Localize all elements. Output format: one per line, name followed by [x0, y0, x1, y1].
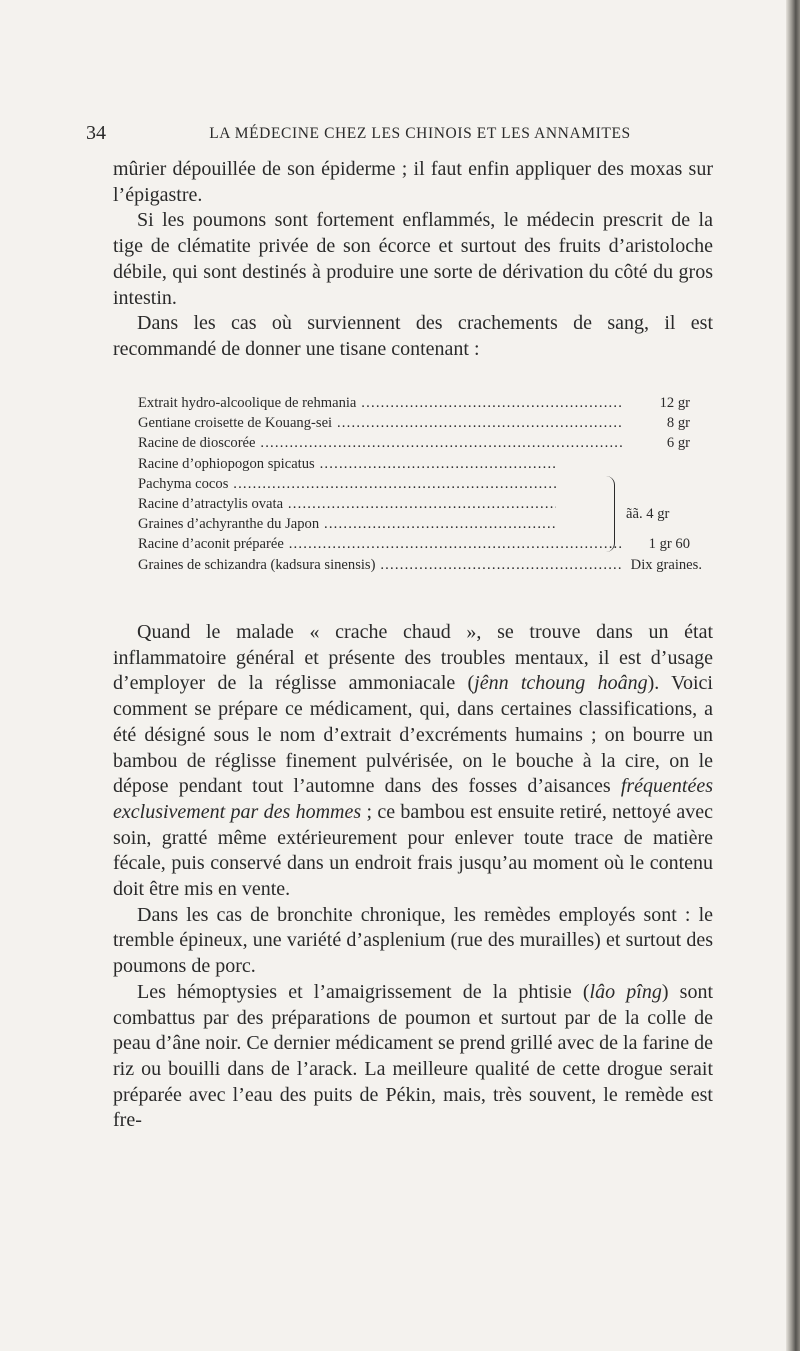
ingredient-name: Racine d’aconit préparée .....	[138, 534, 622, 554]
top-text	[113, 157, 713, 363]
paragraph-licorice: Quand le malade « crache chaud », se trouve dans un état inflammatoire général et présente des troubles mentaux, il est d’usage d’employer de la réglisse ammoniacale (jênn tchoung hoâng). Voici comment se prépare ce médicament, qui, dans certaines classifications, a été désigné sous le nom d’extrait d’excréments humains ; on bourre un bambou de réglisse finement pulvérisée, on le bouche à la cire, on le dépose pendant tout l’automne dans des fosses d’aisances fréquentées exclusivement par des hommes ; ce bambou est ensuite retiré, nettoyé avec soin, gratté même extérieurement pour enlever toute trace de matière fécale, puis conservé dans un endroit frais jusqu’au moment où le contenu doit être mis en vente.	[113, 621, 714, 901]
recipe-row	[138, 433, 702, 453]
ingredient-name: Racine d’ophiopogon spicatus .....	[138, 454, 556, 474]
grouping-brace	[606, 476, 615, 552]
recipe-row	[138, 454, 702, 474]
grouped-quantity: ãã. 4 gr	[626, 506, 670, 522]
recipe-row	[138, 393, 702, 413]
ingredient-name: Graines de schizandra (kadsura sinensis) .....	[138, 555, 622, 575]
ingredient-name: Extrait hydro-alcoolique de rehmania .....	[138, 393, 622, 413]
chinese-term: jênn tchoung hoâng	[474, 672, 648, 695]
paragraph-hemoptysis: Les hémoptysies et l’amaigrissement de la phtisie (lâo pîng) sont combattus par des préparations de poumon et surtout par de la colle de peau d’âne noir. Ce dernier médicament se prend grillé avec de la farine de riz ou bouilli dans de l’arack. La meilleure qualité de cette drogue serait préparée avec l’eau des puits de Pékin, mais, très souvent, le remède est fre-	[113, 980, 713, 1132]
ingredient-qty: 1 gr 60	[648, 536, 690, 553]
bottom-text	[113, 620, 713, 1134]
ingredient-qty: 8 gr	[666, 415, 690, 432]
paragraph-blood: Dans les cas où surviennent des crachements de sang, il est recommandé de donner une tisane contenant :	[113, 312, 713, 360]
ingredient-qty: 12 gr	[659, 395, 690, 411]
emphasis-text: fréquentées exclusivement par des hommes	[113, 775, 713, 823]
ingredient-name: Gentiane croisette de Kouang-sei .....	[138, 413, 622, 433]
running-title: LA MÉDECINE CHEZ LES CHINOIS ET LES ANNAMITES	[209, 125, 631, 142]
recipe-row	[138, 555, 702, 575]
page-edge-shadow	[786, 0, 800, 1351]
recipe-row	[138, 413, 702, 433]
ingredient-qty: 6 gr	[666, 435, 690, 452]
recipe-row	[138, 474, 702, 494]
paragraph-continued: mûrier dépouillée de son épiderme ; il faut enfin appliquer des moxas sur l’épigastre.	[113, 158, 713, 206]
paragraph-bronchitis: Dans les cas de bronchite chronique, les remèdes employés sont : le tremble épineux, une variété d’asplenium (rue des murailles) et surtout des poumons de porc.	[113, 903, 713, 978]
paragraph-lungs: Si les poumons sont fortement enflammés, le médecin prescrit de la tige de clématite privée de son écorce et surtout des fruits d’aristoloche débile, qui sont destinés à produire une sorte de dérivation du côté du gros intestin.	[113, 209, 713, 309]
ingredient-name: Pachyma cocos .....	[138, 474, 556, 494]
ingredient-name: Racine d’atractylis ovata .....	[138, 494, 556, 514]
recipe-row	[138, 514, 702, 534]
page-header	[86, 122, 726, 146]
ingredient-name: Racine de dioscorée .....	[138, 433, 622, 453]
recipe-row	[138, 534, 702, 554]
recipe-list	[138, 393, 702, 575]
recipe-row	[138, 494, 702, 514]
page-number: 34	[86, 122, 106, 144]
ingredient-qty: Dix graines.	[630, 556, 702, 573]
ingredient-name: Graines d’achyranthe du Japon .....	[138, 514, 556, 534]
chinese-term: lâo pîng	[589, 980, 662, 1003]
